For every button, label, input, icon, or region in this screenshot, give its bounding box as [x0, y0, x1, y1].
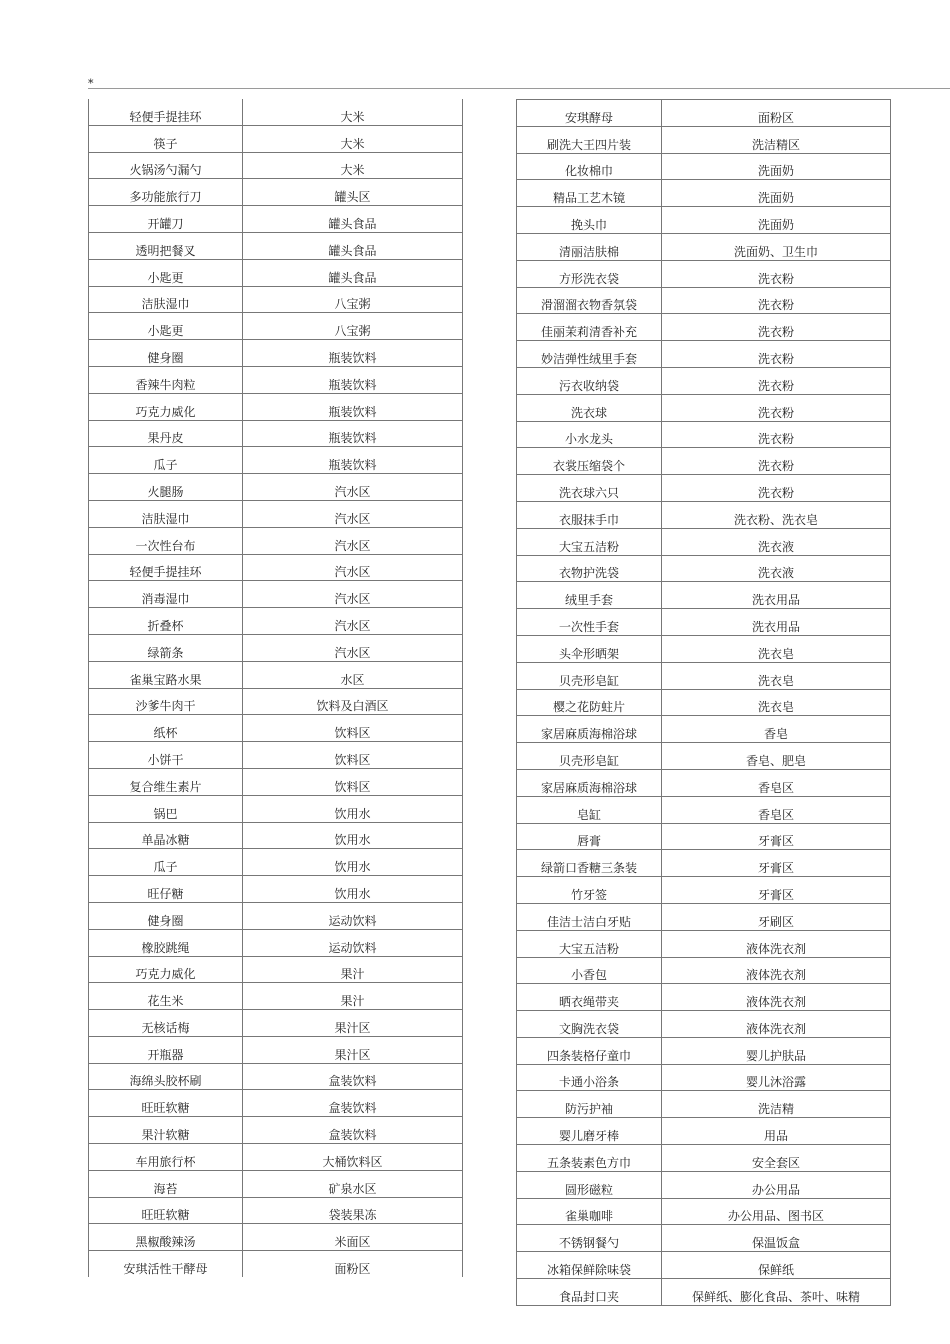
product-name-cell: 纸杯 — [89, 715, 243, 742]
product-area-cell: 饮用水 — [243, 876, 463, 903]
product-name-cell: 化妆棉巾 — [517, 153, 662, 180]
table-row — [89, 152, 463, 179]
table-row — [89, 661, 463, 688]
table-row — [517, 984, 891, 1011]
table-row — [89, 1170, 463, 1197]
product-area-cell: 洗衣粉 — [662, 260, 891, 287]
product-area-cell: 饮料及白酒区 — [243, 688, 463, 715]
table-row — [89, 715, 463, 742]
product-area-cell: 香皂区 — [662, 769, 891, 796]
product-area-cell: 汽水区 — [243, 527, 463, 554]
table-row — [517, 769, 891, 796]
product-area-cell: 洗面奶 — [662, 207, 891, 234]
table-row — [517, 126, 891, 153]
table-row — [89, 500, 463, 527]
marker-star: * — [88, 77, 94, 90]
product-name-cell: 方形洗衣袋 — [517, 260, 662, 287]
product-name-cell: 绿箭条 — [89, 634, 243, 661]
table-row — [89, 1063, 463, 1090]
product-name-cell: 单晶冰糖 — [89, 822, 243, 849]
table-row — [89, 1090, 463, 1117]
product-area-cell: 香皂、肥皂 — [662, 743, 891, 770]
table-row — [89, 956, 463, 983]
table-row — [89, 1117, 463, 1144]
product-area-cell: 矿泉水区 — [243, 1170, 463, 1197]
table-row — [89, 420, 463, 447]
product-area-cell: 饮用水 — [243, 795, 463, 822]
table-row — [517, 100, 891, 127]
product-name-cell: 一次性手套 — [517, 609, 662, 636]
product-name-cell: 黑椒酸辣汤 — [89, 1224, 243, 1251]
product-area-cell: 瓶装饮料 — [243, 366, 463, 393]
product-name-cell: 多功能旅行刀 — [89, 179, 243, 206]
product-name-cell: 食品封口夹 — [517, 1279, 662, 1306]
table-row — [517, 850, 891, 877]
product-area-cell: 婴儿沐浴露 — [662, 1064, 891, 1091]
product-area-cell: 洗洁精 — [662, 1091, 891, 1118]
product-name-cell: 旺旺软糖 — [89, 1197, 243, 1224]
table-row — [517, 662, 891, 689]
table-row — [89, 876, 463, 903]
product-area-cell: 办公用品 — [662, 1171, 891, 1198]
product-area-cell: 牙刷区 — [662, 903, 891, 930]
product-name-cell: 安琪活性干酵母 — [89, 1251, 243, 1277]
product-area-cell: 洗衣粉 — [662, 287, 891, 314]
product-name-cell: 筷子 — [89, 125, 243, 152]
product-area-cell: 洗衣粉 — [662, 314, 891, 341]
product-area-cell: 罐头食品 — [243, 206, 463, 233]
product-name-cell: 一次性台布 — [89, 527, 243, 554]
product-area-cell: 米面区 — [243, 1224, 463, 1251]
table-row — [89, 581, 463, 608]
product-name-cell: 大宝五洁粉 — [517, 930, 662, 957]
product-name-cell: 消毒湿巾 — [89, 581, 243, 608]
table-row — [517, 448, 891, 475]
table-row — [89, 1224, 463, 1251]
product-name-cell: 海苔 — [89, 1170, 243, 1197]
product-area-cell: 饮用水 — [243, 849, 463, 876]
table-row — [517, 475, 891, 502]
product-area-cell: 洗衣用品 — [662, 582, 891, 609]
product-name-cell: 卡通小浴条 — [517, 1064, 662, 1091]
product-name-cell: 香辣牛肉粒 — [89, 366, 243, 393]
table-row — [517, 314, 891, 341]
product-area-cell: 运动饮料 — [243, 929, 463, 956]
product-area-cell: 洗衣皂 — [662, 662, 891, 689]
product-name-cell: 刷洗大王四片装 — [517, 126, 662, 153]
product-name-cell: 橡胶跳绳 — [89, 929, 243, 956]
product-name-cell: 绿箭口香糖三条装 — [517, 850, 662, 877]
product-name-cell: 晒衣绳带夹 — [517, 984, 662, 1011]
product-area-cell: 洗衣粉 — [662, 394, 891, 421]
table-row — [517, 1252, 891, 1279]
left-product-table — [88, 99, 463, 1277]
table-row — [89, 286, 463, 313]
table-row — [517, 421, 891, 448]
product-area-cell: 大桶饮料区 — [243, 1144, 463, 1171]
product-name-cell: 绒里手套 — [517, 582, 662, 609]
product-area-cell: 大米 — [243, 152, 463, 179]
table-row — [89, 983, 463, 1010]
product-area-cell: 洗衣用品 — [662, 609, 891, 636]
product-area-cell: 洗衣皂 — [662, 689, 891, 716]
product-area-cell: 洗衣液 — [662, 528, 891, 555]
product-name-cell: 大宝五洁粉 — [517, 528, 662, 555]
product-area-cell: 洗面奶、卫生巾 — [662, 233, 891, 260]
table-row — [517, 287, 891, 314]
product-area-cell: 汽水区 — [243, 474, 463, 501]
product-area-cell: 罐头食品 — [243, 259, 463, 286]
product-area-cell: 洗衣粉 — [662, 341, 891, 368]
table-row — [89, 634, 463, 661]
table-row — [517, 957, 891, 984]
table-row — [89, 688, 463, 715]
product-area-cell: 安全套区 — [662, 1145, 891, 1172]
product-name-cell: 开瓶器 — [89, 1036, 243, 1063]
table-row — [517, 582, 891, 609]
product-name-cell: 樱之花防蛀片 — [517, 689, 662, 716]
product-name-cell: 滑溜溜衣物香氛袋 — [517, 287, 662, 314]
product-area-cell: 牙膏区 — [662, 850, 891, 877]
product-name-cell: 妙洁弹性绒里手套 — [517, 341, 662, 368]
product-area-cell: 瓶装饮料 — [243, 447, 463, 474]
product-area-cell: 瓶装饮料 — [243, 393, 463, 420]
product-name-cell: 衣裳压缩袋个 — [517, 448, 662, 475]
table-row — [89, 366, 463, 393]
table-row — [89, 929, 463, 956]
product-area-cell: 液体洗衣剂 — [662, 1011, 891, 1038]
product-name-cell: 海绵头胶杯刷 — [89, 1063, 243, 1090]
table-row — [517, 1171, 891, 1198]
product-name-cell: 贝壳形皂缸 — [517, 662, 662, 689]
product-name-cell: 火腿肠 — [89, 474, 243, 501]
product-area-cell: 洗衣粉 — [662, 475, 891, 502]
product-name-cell: 旺旺软糖 — [89, 1090, 243, 1117]
table-row — [517, 823, 891, 850]
product-name-cell: 锅巴 — [89, 795, 243, 822]
product-area-cell: 袋装果冻 — [243, 1197, 463, 1224]
table-row — [517, 877, 891, 904]
table-row — [517, 367, 891, 394]
product-area-cell: 果汁区 — [243, 1010, 463, 1037]
product-name-cell: 火锅汤勺漏勺 — [89, 152, 243, 179]
table-row — [517, 1145, 891, 1172]
product-area-cell: 洗衣粉 — [662, 421, 891, 448]
product-name-cell: 无核话梅 — [89, 1010, 243, 1037]
product-name-cell: 文胸洗衣袋 — [517, 1011, 662, 1038]
table-row — [89, 1036, 463, 1063]
product-name-cell: 轻便手提挂环 — [89, 554, 243, 581]
product-name-cell: 衣物护洗袋 — [517, 555, 662, 582]
product-name-cell: 洁肤湿巾 — [89, 286, 243, 313]
table-row — [517, 1037, 891, 1064]
table-row — [89, 795, 463, 822]
table-row — [517, 501, 891, 528]
product-area-cell: 洗洁精区 — [662, 126, 891, 153]
table-row — [89, 527, 463, 554]
product-name-cell: 复合维生素片 — [89, 768, 243, 795]
table-row — [517, 555, 891, 582]
table-row — [89, 393, 463, 420]
product-name-cell: 五条装素色方巾 — [517, 1145, 662, 1172]
product-area-cell: 瓶装饮料 — [243, 340, 463, 367]
product-area-cell: 盒装饮料 — [243, 1117, 463, 1144]
product-name-cell: 小香包 — [517, 957, 662, 984]
table-row — [517, 528, 891, 555]
product-area-cell: 面粉区 — [243, 1251, 463, 1277]
product-area-cell: 盒装饮料 — [243, 1063, 463, 1090]
product-area-cell: 果汁区 — [243, 1036, 463, 1063]
product-name-cell: 巧克力威化 — [89, 956, 243, 983]
product-name-cell: 小水龙头 — [517, 421, 662, 448]
product-area-cell: 洗衣粉、洗衣皂 — [662, 501, 891, 528]
product-area-cell: 汽水区 — [243, 608, 463, 635]
product-area-cell: 八宝粥 — [243, 313, 463, 340]
table-row — [517, 1118, 891, 1145]
product-name-cell: 旺仔糖 — [89, 876, 243, 903]
product-area-cell: 运动饮料 — [243, 902, 463, 929]
product-name-cell: 雀巢咖啡 — [517, 1198, 662, 1225]
product-name-cell: 家居麻质海棉浴球 — [517, 769, 662, 796]
table-row — [517, 1279, 891, 1306]
table-row — [517, 394, 891, 421]
table-row — [517, 635, 891, 662]
table-row — [89, 313, 463, 340]
table-row — [89, 232, 463, 259]
table-row — [517, 341, 891, 368]
product-name-cell: 皂缸 — [517, 796, 662, 823]
table-row — [517, 930, 891, 957]
table-row — [517, 153, 891, 180]
table-row — [517, 796, 891, 823]
table-row — [89, 1251, 463, 1277]
product-area-cell: 保鲜纸 — [662, 1252, 891, 1279]
product-area-cell: 保温饭盒 — [662, 1225, 891, 1252]
product-name-cell: 衣服抹手巾 — [517, 501, 662, 528]
product-name-cell: 婴儿磨牙棒 — [517, 1118, 662, 1145]
product-area-cell: 香皂 — [662, 716, 891, 743]
table-row — [89, 474, 463, 501]
table-row — [89, 206, 463, 233]
product-name-cell: 健身圈 — [89, 340, 243, 367]
product-name-cell: 家居麻质海棉浴球 — [517, 716, 662, 743]
product-name-cell: 果丹皮 — [89, 420, 243, 447]
product-name-cell: 唇膏 — [517, 823, 662, 850]
product-name-cell: 开罐刀 — [89, 206, 243, 233]
header-rule — [88, 88, 950, 89]
table-row — [89, 822, 463, 849]
product-area-cell: 瓶装饮料 — [243, 420, 463, 447]
product-area-cell: 汽水区 — [243, 500, 463, 527]
table-row — [89, 1197, 463, 1224]
table-row — [89, 1010, 463, 1037]
product-name-cell: 不锈钢餐勺 — [517, 1225, 662, 1252]
product-name-cell: 头伞形晒架 — [517, 635, 662, 662]
table-row — [517, 1064, 891, 1091]
table-row — [89, 849, 463, 876]
product-area-cell: 办公用品、图书区 — [662, 1198, 891, 1225]
product-name-cell: 冰箱保鲜除味袋 — [517, 1252, 662, 1279]
table-row — [517, 207, 891, 234]
product-area-cell: 洗衣粉 — [662, 448, 891, 475]
table-row — [517, 1225, 891, 1252]
product-area-cell: 盒装饮料 — [243, 1090, 463, 1117]
product-area-cell: 罐头区 — [243, 179, 463, 206]
product-name-cell: 洗衣球 — [517, 394, 662, 421]
product-area-cell: 液体洗衣剂 — [662, 930, 891, 957]
product-name-cell: 花生米 — [89, 983, 243, 1010]
table-row — [89, 608, 463, 635]
table-row — [89, 768, 463, 795]
table-row — [89, 447, 463, 474]
product-name-cell: 小匙更 — [89, 259, 243, 286]
product-area-cell: 饮料区 — [243, 768, 463, 795]
product-area-cell: 用品 — [662, 1118, 891, 1145]
product-name-cell: 折叠杯 — [89, 608, 243, 635]
table-row — [89, 259, 463, 286]
product-name-cell: 沙爹牛肉干 — [89, 688, 243, 715]
product-area-cell: 汽水区 — [243, 554, 463, 581]
product-area-cell: 香皂区 — [662, 796, 891, 823]
product-name-cell: 污衣收纳袋 — [517, 367, 662, 394]
product-name-cell: 车用旅行杯 — [89, 1144, 243, 1171]
product-name-cell: 挽头巾 — [517, 207, 662, 234]
product-area-cell: 八宝粥 — [243, 286, 463, 313]
product-area-cell: 保鲜纸、膨化食品、茶叶、味精 — [662, 1279, 891, 1306]
product-area-cell: 洗衣皂 — [662, 635, 891, 662]
product-area-cell: 婴儿护肤品 — [662, 1037, 891, 1064]
product-name-cell: 竹牙签 — [517, 877, 662, 904]
product-name-cell: 清丽洁肤棉 — [517, 233, 662, 260]
table-row — [89, 125, 463, 152]
product-name-cell: 瓜子 — [89, 447, 243, 474]
table-row — [517, 609, 891, 636]
product-area-cell: 牙膏区 — [662, 877, 891, 904]
product-name-cell: 透明把餐叉 — [89, 232, 243, 259]
product-area-cell: 饮用水 — [243, 822, 463, 849]
product-name-cell: 瓜子 — [89, 849, 243, 876]
product-area-cell: 洗衣粉 — [662, 367, 891, 394]
product-name-cell: 巧克力威化 — [89, 393, 243, 420]
product-name-cell: 贝壳形皂缸 — [517, 743, 662, 770]
product-name-cell: 小饼干 — [89, 742, 243, 769]
product-area-cell: 洗面奶 — [662, 180, 891, 207]
table-row — [517, 1198, 891, 1225]
table-row — [89, 742, 463, 769]
table-row — [517, 743, 891, 770]
table-row — [89, 554, 463, 581]
product-area-cell: 果汁 — [243, 983, 463, 1010]
table-row — [89, 99, 463, 125]
product-name-cell: 精品工艺木镜 — [517, 180, 662, 207]
table-row — [517, 689, 891, 716]
product-area-cell: 汽水区 — [243, 581, 463, 608]
table-row — [89, 340, 463, 367]
product-area-cell: 洗衣液 — [662, 555, 891, 582]
product-area-cell: 饮料区 — [243, 715, 463, 742]
table-row — [517, 1011, 891, 1038]
product-name-cell: 防污护袖 — [517, 1091, 662, 1118]
table-row — [89, 902, 463, 929]
right-product-table — [516, 99, 891, 1306]
product-name-cell: 轻便手提挂环 — [89, 99, 243, 125]
product-name-cell: 佳洁士洁白牙贴 — [517, 903, 662, 930]
product-name-cell: 洁肤湿巾 — [89, 500, 243, 527]
table-row — [517, 903, 891, 930]
product-area-cell: 牙膏区 — [662, 823, 891, 850]
product-name-cell: 圆形磁粒 — [517, 1171, 662, 1198]
product-area-cell: 大米 — [243, 125, 463, 152]
product-area-cell: 汽水区 — [243, 634, 463, 661]
table-row — [517, 1091, 891, 1118]
product-name-cell: 小匙更 — [89, 313, 243, 340]
table-row — [89, 179, 463, 206]
table-row — [89, 1144, 463, 1171]
product-area-cell: 罐头食品 — [243, 232, 463, 259]
product-area-cell: 饮料区 — [243, 742, 463, 769]
table-row — [517, 260, 891, 287]
product-name-cell: 健身圈 — [89, 902, 243, 929]
product-area-cell: 面粉区 — [662, 100, 891, 127]
product-name-cell: 果汁软糖 — [89, 1117, 243, 1144]
product-name-cell: 四条装格仔童巾 — [517, 1037, 662, 1064]
product-area-cell: 果汁 — [243, 956, 463, 983]
product-area-cell: 洗面奶 — [662, 153, 891, 180]
product-area-cell: 液体洗衣剂 — [662, 957, 891, 984]
product-area-cell: 液体洗衣剂 — [662, 984, 891, 1011]
product-name-cell: 佳丽茉莉清香补充 — [517, 314, 662, 341]
table-row — [517, 716, 891, 743]
product-area-cell: 水区 — [243, 661, 463, 688]
product-area-cell: 大米 — [243, 99, 463, 125]
table-row — [517, 180, 891, 207]
table-row — [517, 233, 891, 260]
product-name-cell: 洗衣球六只 — [517, 475, 662, 502]
product-name-cell: 安琪酵母 — [517, 100, 662, 127]
product-name-cell: 雀巢宝路水果 — [89, 661, 243, 688]
